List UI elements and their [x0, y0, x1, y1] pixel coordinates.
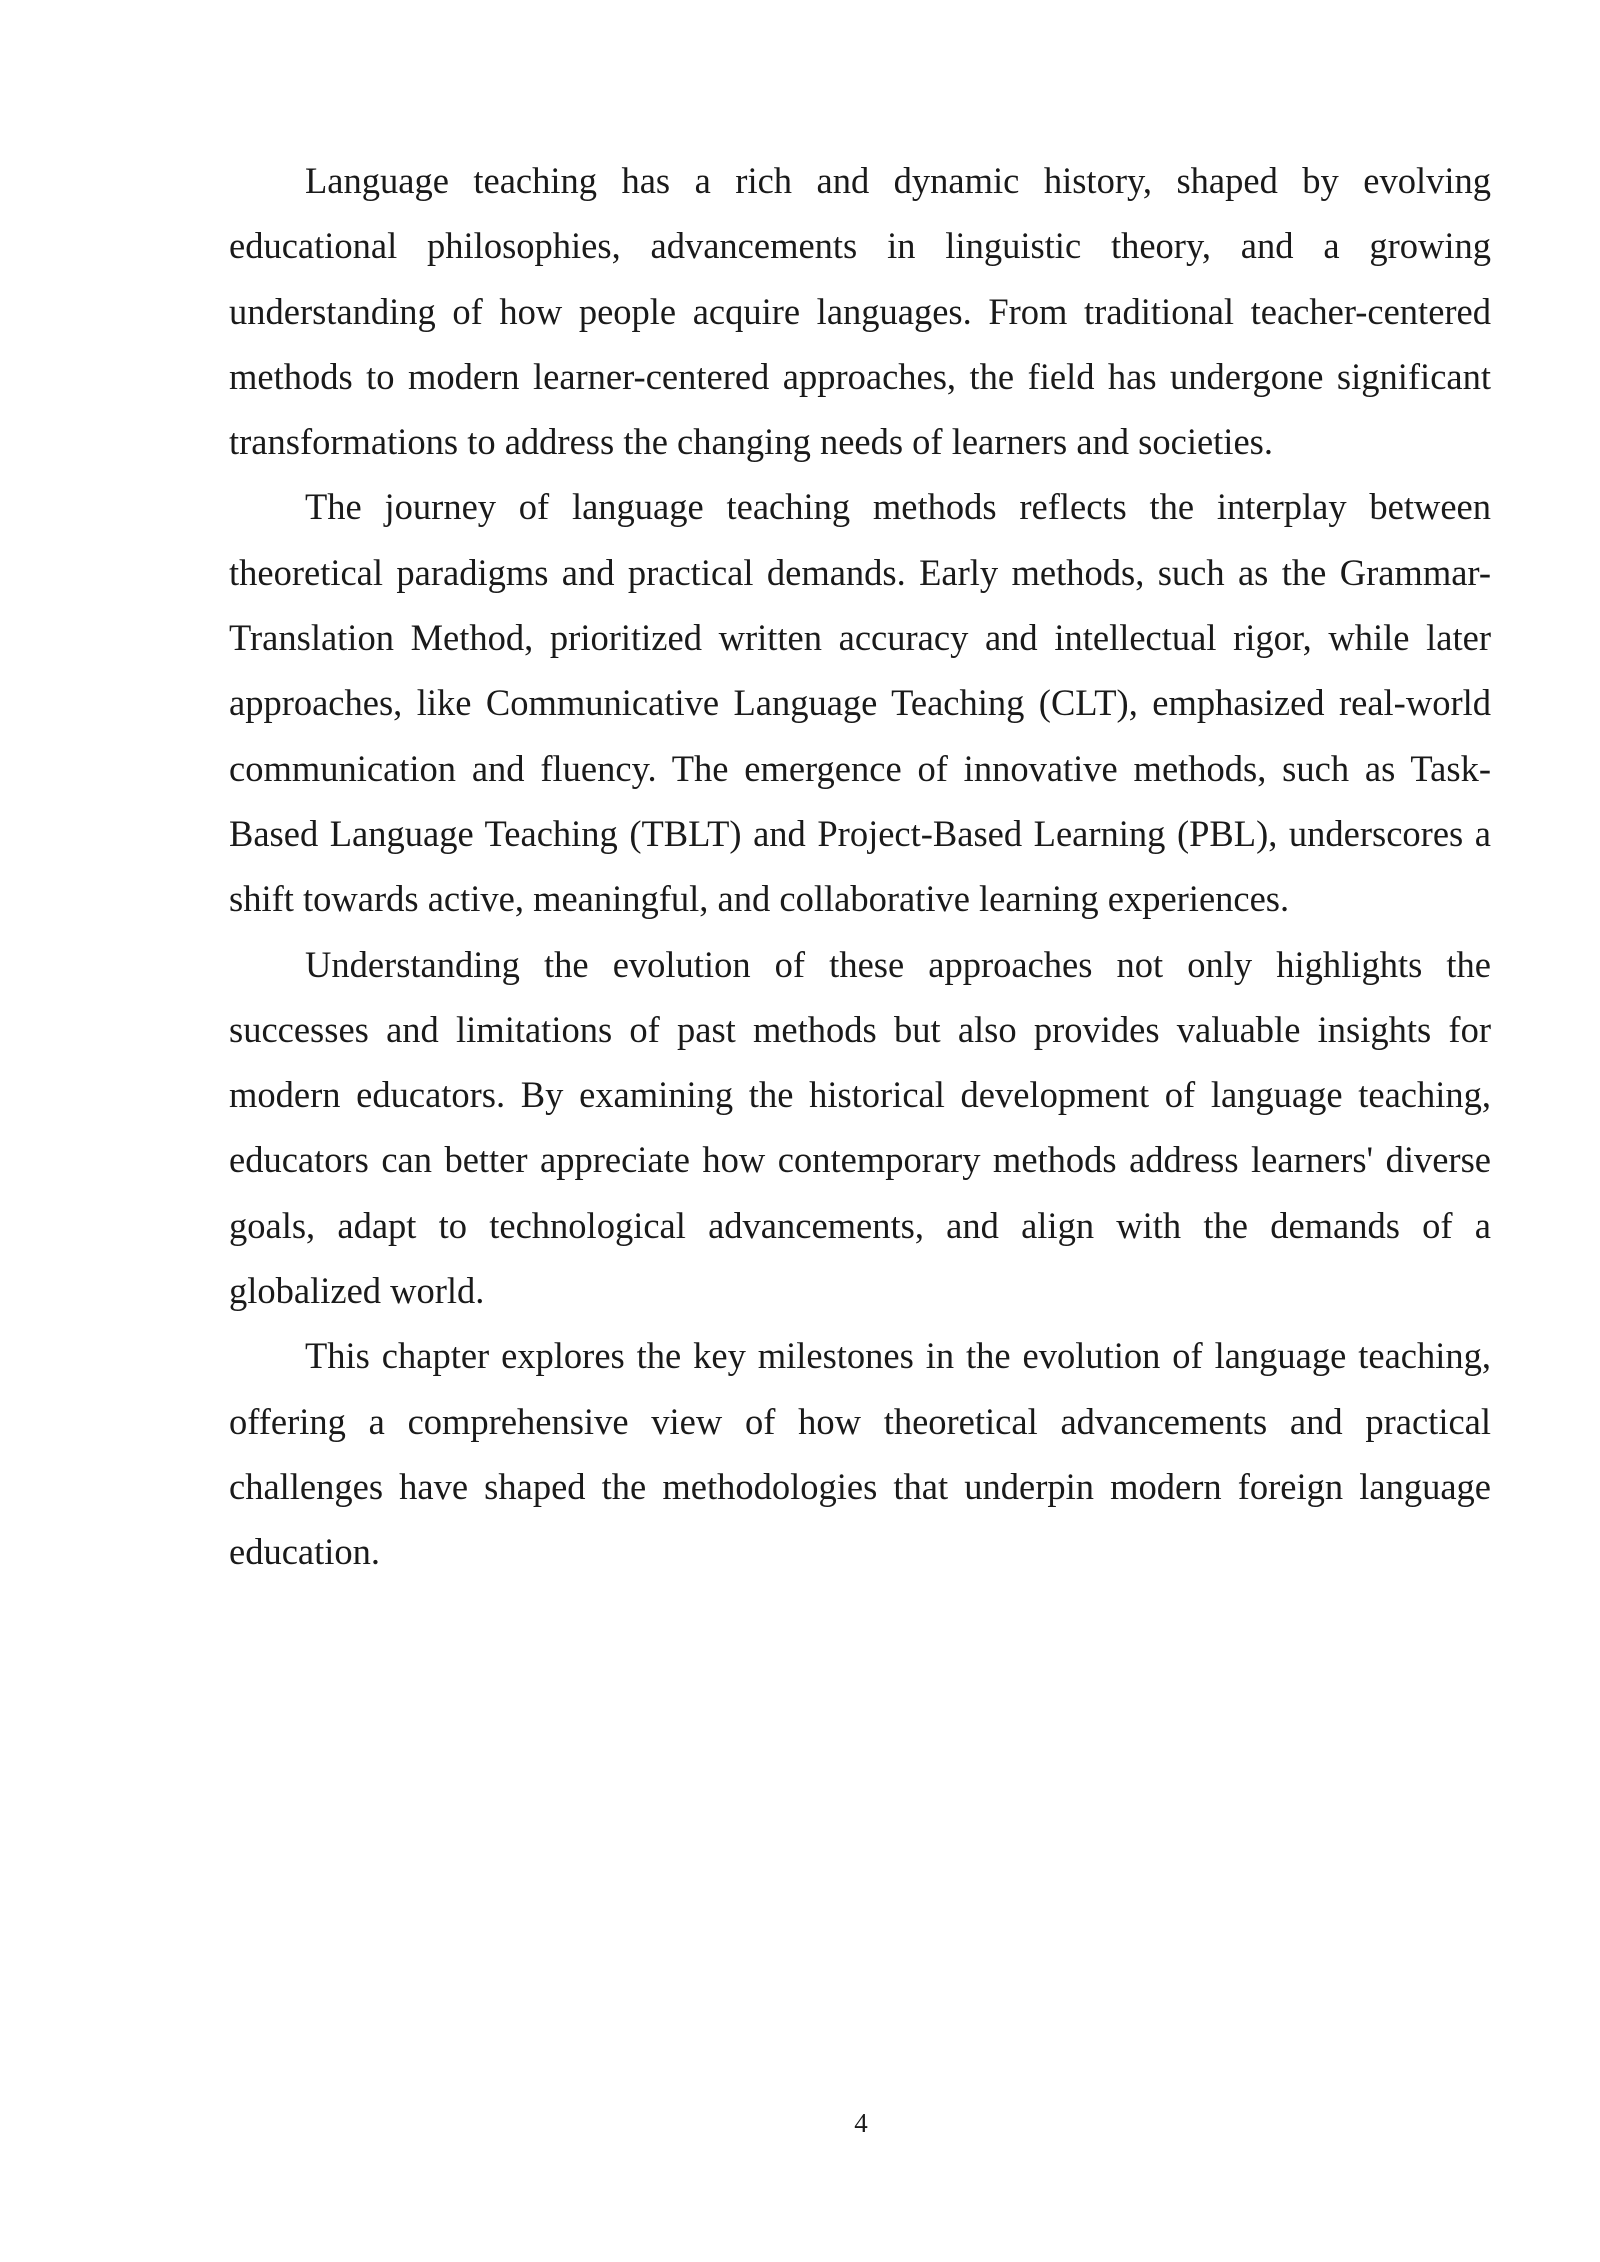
page-number: 4 [854, 2108, 868, 2138]
paragraph-2: The journey of language teaching methods reflects the interplay between theoretical paradigms and practical demands. Early methods, such as the Grammar-Translation Method, prioritized written accuracy and intellectual rigor, while later approaches, like Communicative Language Teaching (CLT), emphasized real-world communication and fluency. The emergence of innovative methods, such as Task-Based Language Teaching (TBLT) and Project-Based Learning (PBL), underscores a shift towards active, meaningful, and collaborative learning experiences. [229, 486, 1491, 920]
paragraph-3: Understanding the evolution of these approaches not only highlights the successes and limitations of past methods but also provides valuable insights for modern educators. By examining the historical development of language teaching, educators can better appreciate how contemporary methods address learners' diverse goals, adapt to technological advancements, and align with the demands of a globalized world. [229, 943, 1491, 1312]
paragraph-4: This chapter explores the key milestones in the evolution of language teaching, offering a comprehensive view of how theoretical advancements and practical challenges have shaped the methodologies that underpin modern foreign language education. [229, 1335, 1491, 1573]
paragraph-1: Language teaching has a rich and dynamic history, shaped by evolving educational philosophies, advancements in linguistic theory, and a growing understanding of how people acquire languages. From traditional teacher-centered methods to modern learner-centered approaches, the field has undergone significant transformations to address the changing needs of learners and societies. [229, 160, 1491, 463]
body-text [229, 148, 1491, 1585]
